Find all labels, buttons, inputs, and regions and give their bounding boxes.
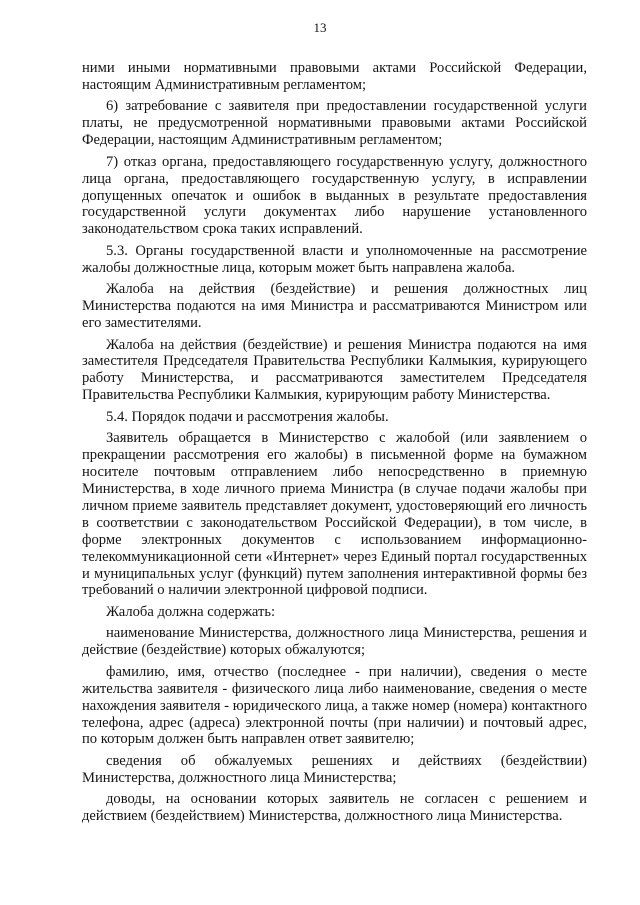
body-text [82, 60, 587, 830]
list-item-applicant-details: фамилию, имя, отчество (последнее - при наличии), сведения о месте жительства заявителя - физического лица либо наименование, сведения о месте нахождения заявителя - юридического лица, а также номер (номера) контактного телефона, адрес (адреса) электронной почты (при наличии) и почтовый адрес, по которым должен быть направлен ответ заявителю; [82, 663, 587, 748]
paragraph-item-7: 7) отказ органа, предоставляющего государственную услугу, должностного лица органа, предоставляющего государственную услугу, в исправлении допущенных опечаток и ошибок в выданных в результате предоставления государственной услуги документах либо нарушение установленного законодательством срока таких исправлений. [82, 153, 587, 238]
paragraph-complaint-contents-intro: Жалоба должна содержать: [106, 603, 276, 620]
paragraph-filing-procedure: Заявитель обращается в Министерство с жалобой (или заявлением о прекращении рассмотрения его жалобы) в письменной форме на бумажном носителе почтовым отправлением либо непосредственно в приемную Министерства, в ходе личного приема Министра (в случае подачи жалобы при личном приеме заявитель представляет документ, удостоверяющий его личность в соответствии с законодательством Российской Федерации), в том числе, в форме электронных документов с использованием информационно-телекоммуникационной сети «Интернет» через Единый портал государственных и муниципальных услуг (функций) путем заполнения интерактивной формы без требований о наличии электронной цифровой подписи. [82, 430, 587, 599]
page-number: 13 [313, 20, 327, 35]
paragraph-item-6: 6) затребование с заявителя при предоставлении государственной услуги платы, не предусмотренной нормативными правовыми актами Российской Федерации, настоящим Административным регламентом; [82, 98, 587, 149]
section-5-4-heading: 5.4. Порядок подачи и рассмотрения жалобы. [106, 408, 389, 425]
section-5-3-heading: 5.3. Органы государственной власти и уполномоченные на рассмотрение жалобы должностные лица, которым может быть направлена жалоба. [82, 242, 587, 276]
list-item-appealed-decisions: сведения об обжалуемых решениях и действиях (бездействии) Министерства, должностного лица Министерства; [82, 752, 587, 786]
paragraph-complaint-officials: Жалоба на действия (бездействие) и решения должностных лиц Министерства подаются на имя Министра и рассматриваются Министром или его заместителями. [82, 281, 587, 332]
list-item-arguments: доводы, на основании которых заявитель не согласен с решением и действием (бездействием) Министерства, должностного лица Министерства. [82, 791, 587, 825]
list-item-name-of-ministry: наименование Министерства, должностного лица Министерства, решения и действие (бездействие) которых обжалуются; [82, 625, 587, 659]
paragraph-continuation: ними иными нормативными правовыми актами Российской Федерации, настоящим Административным регламентом; [82, 60, 587, 93]
paragraph-complaint-minister: Жалоба на действия (бездействие) и решения Министра подаются на имя заместителя Председателя Правительства Республики Калмыкия, курирующего работу Министерства, и рассматриваются заместителем Председателя Правительства Республики Калмыкия, курирующим работу Министерства. [82, 336, 587, 404]
